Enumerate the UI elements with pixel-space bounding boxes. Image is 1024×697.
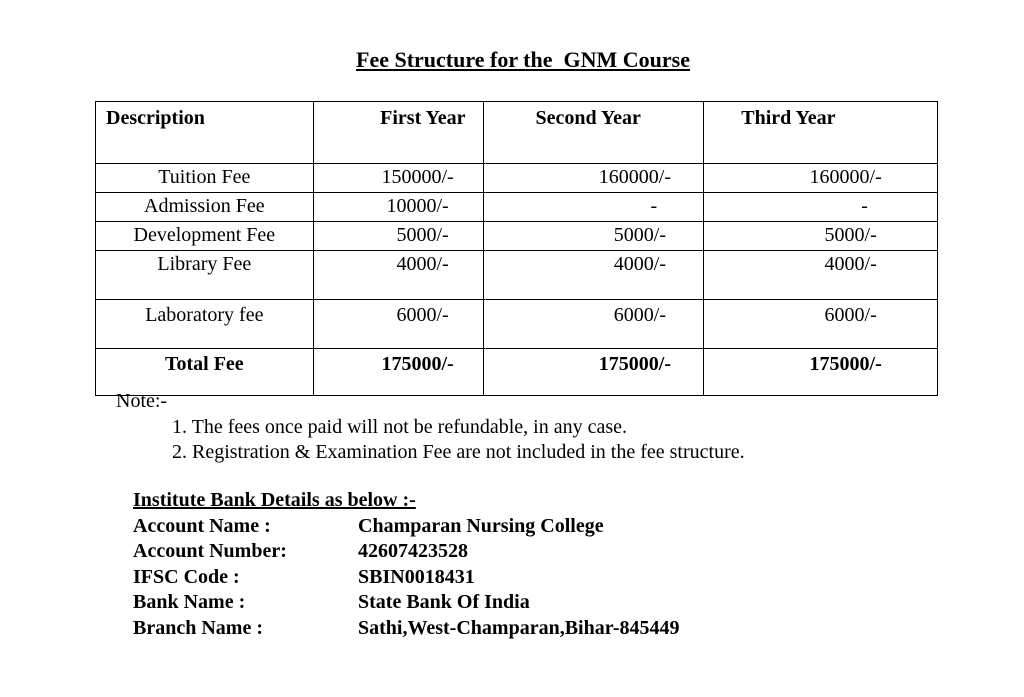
cell-description: Total Fee xyxy=(96,349,314,396)
cell-third-year: - xyxy=(704,193,938,222)
cell-first-year: 6000/- xyxy=(313,300,484,349)
header-first-year: First Year xyxy=(313,102,484,164)
field-label: Branch Name : xyxy=(133,616,263,639)
notes-list xyxy=(172,415,745,465)
bank-field-account-name xyxy=(133,514,680,540)
field-value: Sathi,West-Champaran,Bihar-845449 xyxy=(358,616,680,639)
cell-first-year: 150000/- xyxy=(313,164,484,193)
bank-field-ifsc-code xyxy=(133,565,680,591)
cell-second-year: 5000/- xyxy=(484,222,704,251)
cell-second-year: 160000/- xyxy=(484,164,704,193)
bank-details xyxy=(133,488,680,641)
cell-first-year: 175000/- xyxy=(313,349,484,396)
field-label: Account Name : xyxy=(133,514,271,537)
header-second-year: Second Year xyxy=(484,102,704,164)
cell-second-year: 175000/- xyxy=(484,349,704,396)
table-row-library-fee xyxy=(96,251,938,300)
header-third-year: Third Year xyxy=(704,102,938,164)
cell-third-year: 4000/- xyxy=(704,251,938,300)
bank-field-branch-name xyxy=(133,616,680,642)
cell-description: Development Fee xyxy=(96,222,314,251)
cell-description: Tuition Fee xyxy=(96,164,314,193)
cell-second-year: 6000/- xyxy=(484,300,704,349)
note-item: 1. The fees once paid will not be refundable, in any case. xyxy=(172,416,628,438)
cell-second-year: 4000/- xyxy=(484,251,704,300)
field-label: IFSC Code : xyxy=(133,565,240,588)
field-value: 42607423528 xyxy=(358,540,468,562)
field-value: State Bank Of India xyxy=(358,591,530,613)
bank-details-heading: Institute Bank Details as below :- xyxy=(133,489,416,511)
cell-second-year: - xyxy=(484,193,704,222)
cell-third-year: 160000/- xyxy=(704,164,938,193)
header-description: Description xyxy=(96,102,314,164)
field-label: Account Number: xyxy=(133,540,287,562)
table-row-laboratory-fee xyxy=(96,300,938,349)
table-row-admission-fee xyxy=(96,193,938,222)
document-title: Fee Structure for the GNM Course xyxy=(356,47,690,72)
table-row-tuition-fee xyxy=(96,164,938,193)
cell-third-year: 6000/- xyxy=(704,300,938,349)
field-label: Bank Name : xyxy=(133,591,246,613)
cell-first-year: 4000/- xyxy=(313,251,484,300)
note-label: Note:- xyxy=(116,390,168,412)
table-header-row xyxy=(96,102,938,164)
bank-field-bank-name xyxy=(133,590,680,616)
table-row-development-fee xyxy=(96,222,938,251)
fee-structure-table xyxy=(95,101,938,396)
table-row-total-fee xyxy=(96,349,938,396)
cell-description: Library Fee xyxy=(96,251,314,300)
cell-third-year: 5000/- xyxy=(704,222,938,251)
cell-first-year: 5000/- xyxy=(313,222,484,251)
field-value: SBIN0018431 xyxy=(358,565,475,588)
cell-first-year: 10000/- xyxy=(313,193,484,222)
cell-description: Laboratory fee xyxy=(96,300,314,349)
cell-description: Admission Fee xyxy=(96,193,314,222)
field-value: Champaran Nursing College xyxy=(358,514,604,537)
cell-third-year: 175000/- xyxy=(704,349,938,396)
bank-field-account-number xyxy=(133,539,680,565)
note-item: 2. Registration & Examination Fee are not included in the fee structure. xyxy=(172,441,745,463)
